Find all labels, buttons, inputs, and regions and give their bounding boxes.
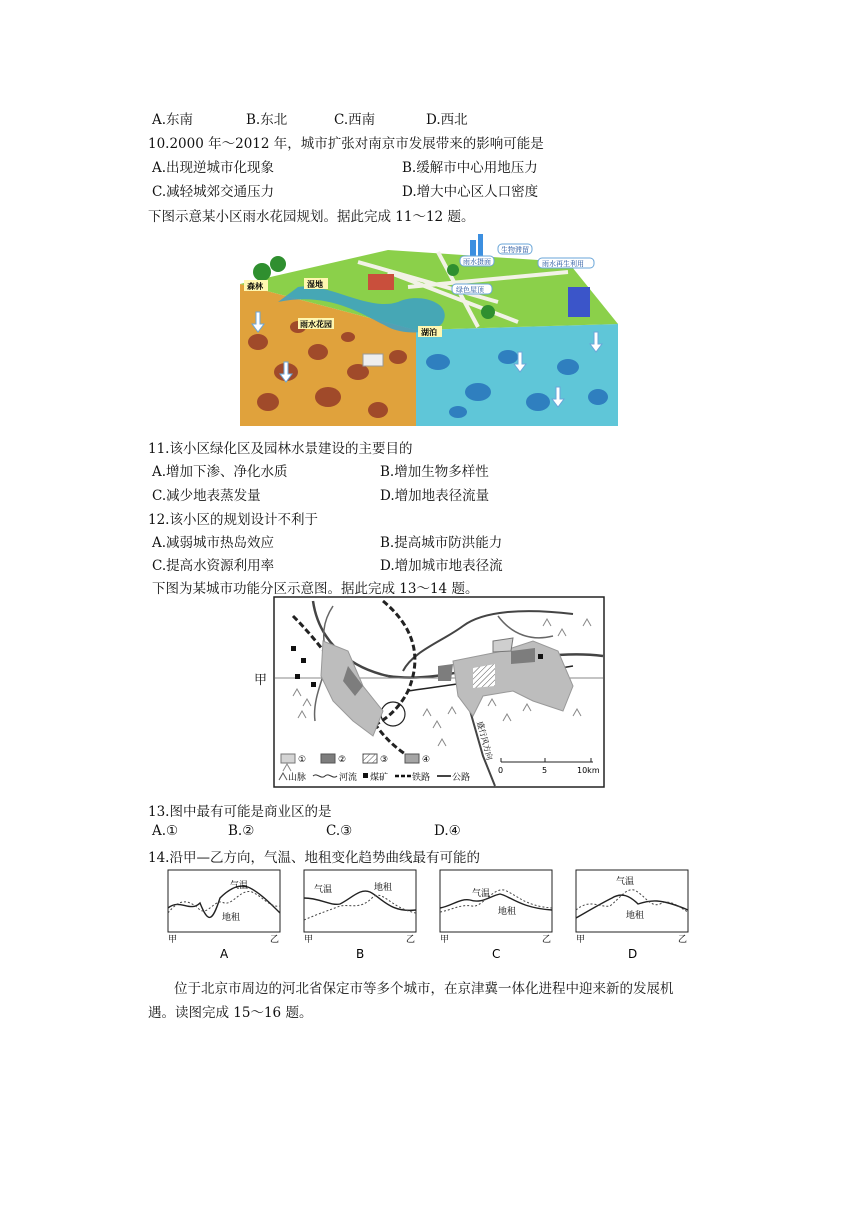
- panel-a-letter: A: [220, 947, 229, 961]
- panel-d-left: 甲: [576, 935, 586, 945]
- panel-b-rent: 地租: [374, 883, 393, 893]
- panel-d-temp: 气温: [616, 877, 635, 887]
- q11-stem: 11.该小区绿化区及园林水景建设的主要目的: [148, 441, 413, 457]
- panel-b-left: 甲: [304, 935, 314, 945]
- label-lake: 湖泊: [421, 328, 437, 337]
- q10-option-b: B.缓解市中心用地压力: [402, 160, 538, 176]
- panel-c-left: 甲: [440, 935, 450, 945]
- q13-option-d: D.④: [434, 823, 461, 839]
- panel-b-temp: 气温: [314, 885, 333, 895]
- q9-option-c: C.西南: [334, 112, 376, 128]
- q12-option-a: A.减弱城市热岛效应: [152, 535, 275, 551]
- q10-option-c: C.减轻城郊交通压力: [152, 184, 275, 200]
- panel-c-letter: C: [492, 947, 501, 961]
- panel-b-letter: B: [356, 947, 365, 961]
- legend-mine: 煤矿: [370, 773, 389, 783]
- q9-option-b: B.东北: [246, 112, 288, 128]
- panel-a-rent: 地租: [222, 913, 241, 923]
- label-bio-retention: 生物滞留: [501, 246, 529, 254]
- scale-10km: 10km: [577, 766, 600, 775]
- q11-option-a: A.增加下渗、净化水质: [152, 464, 288, 480]
- legend-zone-3: ③: [380, 755, 389, 765]
- scale-0: 0: [498, 766, 504, 775]
- scale-5: 5: [542, 766, 548, 775]
- intro-11-12: 下图示意某小区雨水花园规划。据此完成 11～12 题。: [148, 209, 475, 225]
- intro-13-14: 下图为某城市功能分区示意图。据此完成 13～14 题。: [152, 581, 479, 597]
- rain-garden-figure: [238, 232, 620, 426]
- panel-c-right: 乙: [542, 935, 552, 945]
- intro-15-16-line1: 位于北京市周边的河北省保定市等多个城市，在京津冀一体化进程中迎来新的发展机: [174, 981, 674, 997]
- panel-d-rent: 地租: [626, 911, 645, 921]
- panel-c: [440, 870, 552, 961]
- q11-option-b: B.增加生物多样性: [380, 464, 489, 480]
- label-wetland: 湿地: [307, 280, 323, 289]
- panel-a-temp: 气温: [230, 881, 249, 891]
- panel-b-right: 乙: [406, 935, 416, 945]
- panel-d-right: 乙: [678, 935, 688, 945]
- label-green-roof: 绿色屋顶: [456, 286, 484, 294]
- legend-river: 河流: [339, 773, 358, 783]
- q12-option-d: D.增加城市地表径流: [380, 558, 503, 574]
- city-zone-map: [273, 596, 605, 788]
- q9-option-a: A.东南: [152, 112, 194, 128]
- panel-c-rent: 地租: [498, 907, 517, 917]
- intro-15-16-line2: 遇。读图完成 15～16 题。: [148, 1005, 313, 1021]
- q10-option-a: A.出现逆城市化现象: [152, 160, 275, 176]
- legend-zone-2: ②: [338, 755, 347, 765]
- panel-a: [168, 870, 280, 961]
- q11-option-d: D.增加地表径流量: [380, 488, 490, 504]
- label-rain-surface: 雨水摄面: [463, 258, 491, 266]
- label-forest: 森林: [247, 282, 263, 291]
- q14-stem: 14.沿甲—乙方向，气温、地租变化趋势曲线最有可能的: [148, 850, 480, 866]
- panel-d-letter: D: [628, 947, 638, 961]
- curve-options-figure: [160, 868, 700, 964]
- legend-railway: 铁路: [412, 773, 431, 783]
- q10-stem: 10.2000 年～2012 年，城市扩张对南京市发展带来的影响可能是: [148, 136, 544, 152]
- q12-option-b: B.提高城市防洪能力: [380, 535, 503, 551]
- panel-b: [304, 870, 416, 961]
- panel-a-left: 甲: [168, 935, 178, 945]
- q13-option-c: C.③: [326, 823, 353, 839]
- panel-c-temp: 气温: [472, 889, 491, 899]
- legend-mountain: 山脉: [288, 773, 307, 783]
- q13-option-a: A.①: [152, 823, 179, 839]
- legend-zone-4: ④: [422, 755, 431, 765]
- label-rain-reuse: 雨水再生利用: [542, 260, 584, 268]
- q9-option-d: D.西北: [426, 112, 468, 128]
- legend-road: 公路: [452, 773, 471, 783]
- q13-stem: 13.图中最有可能是商业区的是: [148, 804, 332, 820]
- prevailing-wind-label: 盛行风方向: [475, 720, 495, 762]
- q13-option-b: B.②: [228, 823, 255, 839]
- map-left-label: 甲: [254, 673, 268, 688]
- q12-stem: 12.该小区的规划设计不利于: [148, 512, 318, 528]
- q11-option-c: C.减少地表蒸发量: [152, 488, 261, 504]
- label-rain-garden: 雨水花园: [300, 320, 332, 329]
- q10-option-d: D.增大中心区人口密度: [402, 184, 539, 200]
- panel-d: [576, 870, 688, 961]
- panel-a-right: 乙: [270, 935, 280, 945]
- legend-zone-1: ①: [298, 755, 307, 765]
- q12-option-c: C.提高水资源利用率: [152, 558, 275, 574]
